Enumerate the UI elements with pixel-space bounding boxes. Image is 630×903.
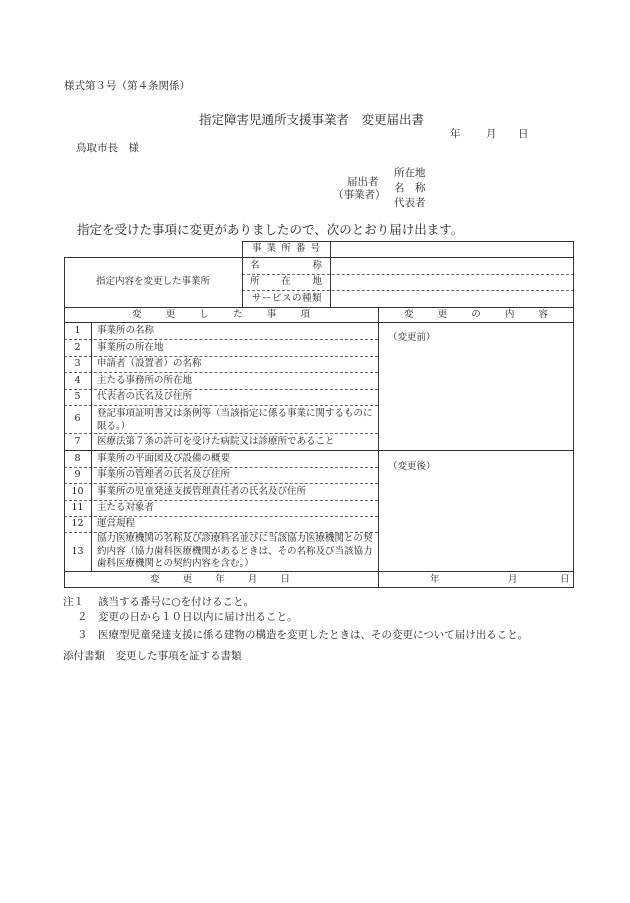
page-title: 指定障害児通所支援事業者 変更届出書: [199, 112, 425, 127]
item-text: 代表者の氏名及び住所: [97, 391, 193, 402]
before-label: （変更前）: [388, 332, 436, 343]
note-2-text: 変更の日から１０日以内に届け出ること。: [98, 611, 298, 623]
change-date-label: 変 更 年 月 日: [150, 574, 290, 585]
date-year-label: 年: [450, 128, 461, 140]
item-text: 事業所の児童発達支援管理責任者の氏名及び住所: [97, 486, 307, 497]
item-text: 登記事項証明書又は条例等（当該指定に係る事業に関するものに限る。）: [97, 408, 373, 432]
attachment-note: 添付書類 変更した事項を証する書類: [63, 650, 242, 662]
note-3-number: ３: [77, 629, 88, 641]
intro-text: 指定を受けた事項に変更がありましたので、次のとおり届け出ます。: [77, 222, 464, 237]
applicant-label-sub: （事業者）: [333, 189, 386, 201]
item-number: 3: [74, 358, 81, 369]
item-text: 事業所の名称: [97, 325, 155, 336]
item-text: 協力医療機関の名称及び診療科名並びに当該協力医療機関との契約内容（協力歯科医療機関があるときは、その名称及び当該協力歯科医療機関との契約内容を含む。）: [97, 533, 373, 569]
item-number: 1: [74, 325, 81, 336]
item-text: 事業所の所在地: [97, 342, 164, 353]
applicant-name-label: 名 称: [394, 182, 426, 194]
note-1-number: 注１: [63, 596, 84, 608]
item-text: 主たる事務所の所在地: [97, 375, 193, 386]
note-3-text: 医療型児童発達支援に係る建物の構造を変更したときは、その変更について届け出ること。: [98, 629, 529, 641]
item-number: 6: [74, 413, 81, 424]
date-day-label: 日: [518, 128, 529, 140]
applicant-label: 届出者: [347, 176, 379, 188]
applicant-address-label: 所在地: [394, 167, 426, 179]
change-date-year: 年: [430, 574, 440, 585]
header-changed-item: 変 更 し た 事 項: [132, 309, 310, 320]
after-label: （変更後）: [388, 461, 436, 472]
item-text: 事業所の管理者の氏名及び住所: [97, 469, 231, 480]
item-number: 4: [74, 375, 81, 386]
note-2-number: ２: [77, 611, 88, 623]
applicant-representative-label: 代表者: [394, 197, 426, 209]
change-date-month: 月: [508, 574, 518, 585]
office-name-label: 名 称: [250, 260, 322, 271]
item-number: 8: [74, 453, 81, 464]
office-number-label: 事 業 所 番 号: [252, 243, 320, 254]
office-address-label: 所 在 地: [250, 276, 322, 287]
date-month-label: 月: [486, 128, 497, 140]
item-text: 申請者（設置者）の名称: [97, 358, 202, 369]
item-text: 事業所の平面図及び設備の概要: [97, 453, 231, 464]
item-text: 運営規程: [97, 518, 136, 529]
item-number: 13: [71, 546, 84, 557]
header-change-content: 変 更 の 内 容: [404, 309, 548, 320]
office-section-label: 指定内容を変更した事業所: [95, 276, 210, 287]
item-number: 2: [74, 342, 81, 353]
item-number: 10: [71, 486, 84, 497]
item-text: 医療法第７条の許可を受けた病院又は診療所であること: [97, 436, 335, 447]
service-type-label: サービスの種類: [251, 293, 322, 304]
item-number: 11: [71, 502, 84, 513]
change-date-day: 日: [560, 574, 570, 585]
item-number: 9: [74, 469, 81, 480]
item-text: 主たる対象者: [97, 502, 155, 513]
item-number: 5: [74, 391, 81, 402]
item-number: 7: [74, 436, 81, 447]
note-1-text: 該当する番号に○を付けること。: [98, 596, 255, 608]
form-number: 様式第３号（第４条関係）: [64, 80, 190, 92]
addressee: 鳥取市長 様: [76, 142, 139, 154]
item-number: 12: [71, 518, 84, 529]
